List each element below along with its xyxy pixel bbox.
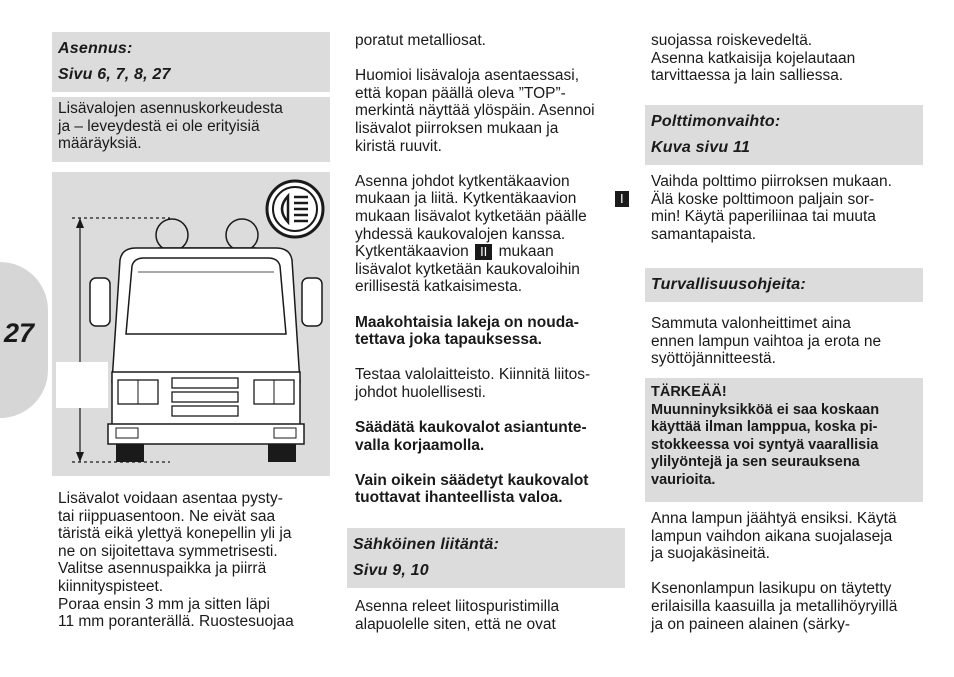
warning-line: ylilyöntejä ja sen seurauksena bbox=[651, 454, 860, 471]
text-line: Testaa valolaitteisto. Kiinnitä liitos- bbox=[355, 366, 591, 384]
text-line: Anna lampun jäähtyä ensiksi. Käytä bbox=[651, 510, 897, 527]
bold-line: Vain oikein säädetyt kaukovalot bbox=[355, 471, 589, 489]
text-line: kiinnityspisteet. bbox=[58, 577, 164, 595]
warning-box bbox=[645, 378, 923, 502]
text-line: alapuolelle siten, että ne ovat bbox=[355, 615, 556, 633]
spacer bbox=[355, 50, 625, 68]
section-heading-safety bbox=[645, 268, 923, 302]
text-line: poratut metalliosat. bbox=[355, 32, 486, 49]
heading-line: Sivu 6, 7, 8, 27 bbox=[58, 66, 171, 83]
heading-line: Kuva sivu 11 bbox=[651, 139, 751, 156]
truck-drawing bbox=[52, 172, 330, 476]
text-line: lisävalot piirroksen mukaan ja bbox=[355, 119, 559, 137]
spacer bbox=[355, 296, 625, 314]
text-line: lampun vaihdon aikana suojalaseja bbox=[651, 527, 893, 545]
text-line bbox=[355, 243, 625, 261]
bold-line: valla korjaamolla. bbox=[355, 436, 485, 454]
safety-text bbox=[651, 315, 923, 368]
note-line: Lisävalojen asennuskorkeudesta bbox=[58, 100, 283, 117]
warning-line: käyttää ilman lamppua, koska pi- bbox=[651, 419, 878, 436]
spacer bbox=[355, 401, 625, 419]
text-line: Valitse asennuspaikka ja piirrä bbox=[58, 560, 267, 578]
text-line: Huomioi lisävaloja asentaessasi, bbox=[355, 67, 580, 85]
text-line: Lisävalot voidaan asentaa pysty- bbox=[58, 490, 283, 507]
text-line: mukaan lisävalot kytketään päälle bbox=[355, 207, 587, 225]
wiring-diagram-ii-badge: II bbox=[475, 244, 492, 260]
text-line: kiristä ruuvit. bbox=[355, 137, 442, 155]
spacer bbox=[355, 155, 625, 173]
text-line: ne on sijoitettava symmetrisesti. bbox=[58, 542, 278, 560]
text-line: Sammuta valonheittimet aina bbox=[651, 315, 851, 332]
text-line: erilaisilla kaasuilla ja metallihöyryillä bbox=[651, 597, 898, 615]
bold-line: tettava joka tapauksessa. bbox=[355, 331, 542, 349]
heading-line: Sähköinen liitäntä: bbox=[353, 536, 500, 553]
text-line: tarvittaessa ja lain salliessa. bbox=[651, 67, 844, 85]
text-line: Ksenonlampun lasikupu on täytetty bbox=[651, 580, 892, 598]
text-span: mukaan bbox=[498, 243, 554, 261]
text-span: mukaan ja liitä. Kytkentäkaavion bbox=[355, 190, 577, 208]
warning-line: Muunninyksikköä ei saa koskaan bbox=[651, 401, 880, 418]
note-box bbox=[52, 97, 330, 162]
truck-illustration bbox=[52, 172, 330, 476]
headlight-high-beam-icon bbox=[267, 181, 323, 237]
text-line: että kopan päällä oleva ”TOP”- bbox=[355, 84, 566, 102]
text-line: suojassa roiskevedeltä. bbox=[651, 32, 813, 49]
bold-line: Säädätä kaukovalot asiantunte- bbox=[355, 419, 587, 437]
installation-text bbox=[58, 490, 328, 631]
text-line: merkintä näyttää ylöspäin. Asennoi bbox=[355, 102, 595, 120]
note-line: ja – leveydestä ei ole erityisiä bbox=[58, 117, 260, 135]
text-line: yhdessä kaukovalojen kanssa. bbox=[355, 225, 566, 243]
column-2-text bbox=[355, 32, 625, 507]
spacer bbox=[355, 349, 625, 367]
heading-line: Sivu 9, 10 bbox=[353, 562, 429, 579]
text-line: min! Käytä paperiliinaa tai muuta bbox=[651, 208, 876, 226]
text-line: täristä eikä ylettyä konepellin yli ja bbox=[58, 525, 292, 543]
bold-line: Maakohtaisia lakeja on nouda- bbox=[355, 313, 579, 331]
text-line: syöttöjännitteestä. bbox=[651, 350, 776, 368]
text-span: Kytkentäkaavion bbox=[355, 243, 469, 261]
wiring-diagram-i-badge: I bbox=[615, 191, 629, 207]
text-line: ja on paineen alainen (särky- bbox=[651, 615, 851, 633]
note-line: määräyksiä. bbox=[58, 135, 142, 153]
spacer bbox=[651, 563, 927, 581]
text-line: Älä koske polttimoon paljain sor- bbox=[651, 190, 875, 208]
cooling-text bbox=[651, 510, 927, 633]
heading-line: Asennus: bbox=[58, 40, 133, 57]
column-3-intro bbox=[651, 32, 923, 85]
text-line: ennen lampun vaihtoa ja erota ne bbox=[651, 332, 882, 350]
text-line: lisävalot kytketään kaukovaloihin bbox=[355, 260, 580, 278]
section-heading-installation bbox=[52, 32, 330, 92]
text-line: Asenna releet liitospuristimilla bbox=[355, 598, 560, 615]
warning-line: vaurioita. bbox=[651, 471, 716, 488]
warning-line: stokkeessa voi syntyä vaarallisia bbox=[651, 436, 879, 453]
electrical-text bbox=[355, 598, 625, 633]
section-heading-bulb-change bbox=[645, 105, 923, 165]
text-line: Asenna katkaisija kojelautaan bbox=[651, 49, 856, 67]
text-line: erillisestä katkaisimesta. bbox=[355, 278, 523, 296]
text-line: 11 mm poranterällä. Ruostesuojaa bbox=[58, 613, 294, 631]
heading-line: Turvallisuusohjeita: bbox=[651, 276, 806, 293]
section-heading-electrical bbox=[347, 528, 625, 588]
spacer bbox=[355, 454, 625, 472]
text-line: samantapaista. bbox=[651, 225, 757, 243]
bulb-change-text bbox=[651, 173, 923, 243]
text-line: Asenna johdot kytkentäkaavion bbox=[355, 172, 570, 190]
text-line bbox=[355, 190, 625, 208]
warning-title: TÄRKEÄÄ! bbox=[651, 384, 727, 400]
text-line: Vaihda polttimo piirroksen mukaan. bbox=[651, 173, 892, 190]
text-line: Poraa ensin 3 mm ja sitten läpi bbox=[58, 595, 270, 613]
text-line: ja suojakäsineitä. bbox=[651, 545, 770, 563]
heading-line: Polttimonvaihto: bbox=[651, 113, 781, 130]
page-number: 27 bbox=[4, 318, 35, 348]
text-line: tai riippuasentoon. Ne eivät saa bbox=[58, 507, 276, 525]
bold-line: tuottavat ihanteellista valoa. bbox=[355, 489, 563, 507]
text-line: johdot huolellisesti. bbox=[355, 383, 486, 401]
